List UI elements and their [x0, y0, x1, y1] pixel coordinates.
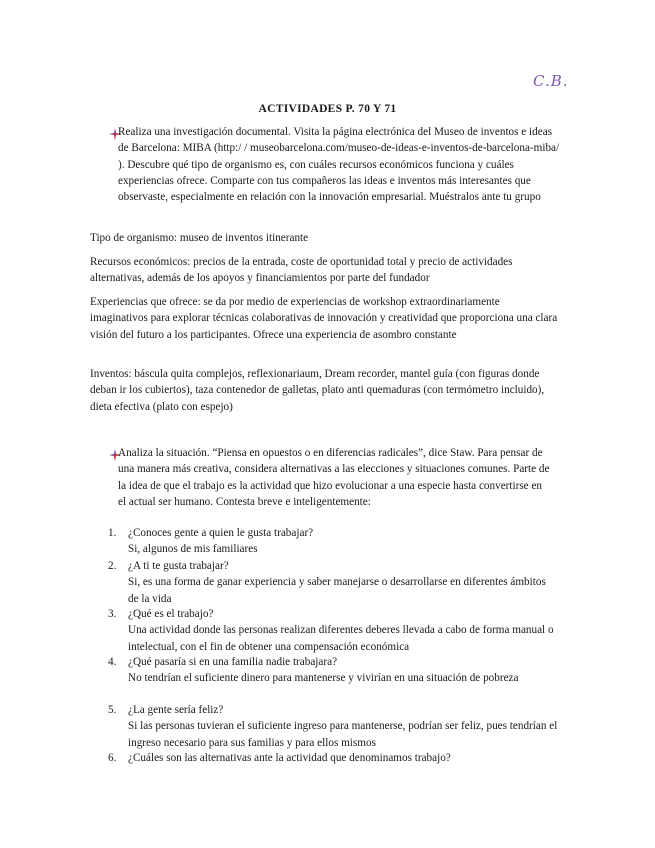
page-title: ACTIVIDADES P. 70 Y 71 [258, 103, 397, 115]
question-text: ¿Qué pasaría si en una familia nadie trabajara? [128, 656, 338, 668]
question-text: ¿Cuáles son las alternativas ante la actividad que denominamos trabajo? [128, 752, 451, 764]
question-text: ¿Qué es el trabajo? [128, 608, 214, 620]
list-item [108, 654, 558, 702]
answer-inventions: Inventos: báscula quita complejos, reflexionariaum, Dream recorder, mantel guía (con figuras donde deban ir los cubiertos), taza contenedor de galletas, plato anti quemaduras (con termómetro incluido), dieta efectiva (plato con espejo) [90, 368, 545, 413]
list-item [108, 606, 558, 654]
list-item [108, 702, 558, 750]
list-item [108, 558, 558, 606]
question-number: 3. [108, 608, 117, 620]
question-number: 5. [108, 704, 117, 716]
question-text: ¿La gente sería feliz? [128, 704, 224, 716]
list-item [108, 525, 558, 558]
question-number: 1. [108, 527, 117, 539]
answer-economic-resources: Recursos económicos: precios de la entrada, coste de oportunidad total y precio de actividades alternativas, además de los apoyos y financiamientos por parte del fundador [90, 256, 513, 285]
activity-2-text: Analiza la situación. “Piensa en opuestos o en diferencias radicales”, dice Staw. Para pensar de una manera más creativa, considera alternativas a las elecciones y situaciones comunes. Parte de la idea de que el trabajo es la actividad que hizo evolucionar a una especie hasta convertirse en el actual ser humano. Contesta breve e inteligentemente: [118, 447, 550, 508]
question-number: 4. [108, 656, 117, 668]
author-initials: C.B. [533, 72, 569, 90]
answer-experiences: Experiencias que ofrece: se da por medio de experiencias de workshop extraordinariamente imaginativos para explorar técnicas colaborativas de innovación y creatividad que proporciona una clara visión del futuro a los participantes. Ofrece una experiencia de asombro constante [90, 296, 558, 341]
question-number: 6. [108, 752, 117, 764]
answer-text: Si, es una forma de ganar experiencia y saber manejarse o desarrollarse en diferentes ámbitos de la vida [128, 576, 546, 605]
answer-organism-type: Tipo de organismo: museo de inventos itinerante [90, 232, 309, 244]
activity-1-text: Realiza una investigación documental. Visita la página electrónica del Museo de inventos e ideas de Barcelona: MIBA (http:/ / museobarcelona.com/museo-de-ideas-e-inventos-de-barcelona-miba/ ). Descubre qué tipo de organismo es, con cuáles recursos económicos funciona y cuáles experiencias ofrece. Comparte con tus compañeros las ideas e inventos más interesantes que observaste, especialmente en relación con la innovación empresarial. Muéstralos ante tu grupo [118, 126, 560, 204]
answer-text: Una actividad donde las personas realizan diferentes deberes llevada a cabo de forma manual o intelectual, con el fin de obtener una compensación económica [128, 624, 554, 653]
answer-text: Si, algunos de mis familiares [128, 543, 258, 556]
answer-text: Si las personas tuvieran el suficiente ingreso para mantenerse, podrían ser feliz, pues tendrían el ingreso necesario para sus familias y para ellos mismos [128, 720, 558, 749]
question-text: ¿Conoces gente a quien le gusta trabajar? [128, 527, 314, 539]
list-item [108, 750, 558, 770]
answer-text: No tendrían el suficiente dinero para mantenerse y vivirían en una situación de pobreza [128, 672, 519, 685]
question-text: ¿A ti te gusta trabajar? [128, 560, 229, 572]
questions-list [108, 525, 558, 770]
question-number: 2. [108, 560, 117, 572]
